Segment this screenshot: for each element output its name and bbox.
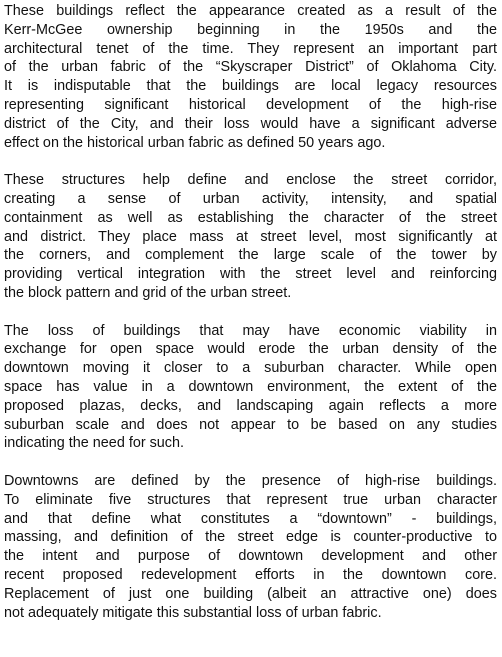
- paragraph-line: architectural tenet of the time. They represent an important part: [4, 40, 497, 57]
- paragraph-line: massing, and definition of the street edge is counter-productive to: [4, 529, 497, 546]
- paragraph-line: and that define what constitutes a “downtown” - buildings,: [4, 510, 497, 527]
- paragraph-line: creating a sense of urban activity, intensity, and spatial: [4, 190, 497, 207]
- paragraph-line: Replacement of just one building (albeit an attractive one) does: [4, 585, 497, 602]
- paragraph-line: The loss of buildings that may have economic viability in: [4, 322, 497, 339]
- paragraph-line: proposed plazas, decks, and landscaping again reflects a more: [4, 397, 497, 414]
- paragraph-line: These buildings reflect the appearance created as a result of the: [4, 3, 497, 19]
- paragraph-line: These structures help define and enclose the street corridor,: [4, 172, 497, 189]
- paragraph-line: district of the City, and their loss would have a significant adverse: [4, 115, 497, 132]
- paragraph-line: exchange for open space would erode the urban density of the: [4, 341, 497, 358]
- paragraph-line: space has value in a downtown environment, the extent of the: [4, 378, 497, 395]
- paragraph-line: Kerr-McGee ownership beginning in the 1950s and the: [4, 21, 497, 38]
- paragraph-line: and district. They place mass at street level, most significantly at: [4, 228, 497, 245]
- paragraph-line: containment as well as establishing the character of the street: [4, 209, 497, 226]
- paragraph-line: effect on the historical urban fabric as defined 50 years ago.: [4, 134, 386, 151]
- paragraph-line: representing significant historical development of the high-rise: [4, 96, 497, 113]
- paragraph-line: the block pattern and grid of the urban street.: [4, 284, 292, 301]
- paragraph-line: not adequately mitigate this substantial loss of urban fabric.: [4, 604, 382, 621]
- paragraph-line: Downtowns are defined by the presence of high-rise buildings.: [4, 472, 497, 489]
- paragraph-3: [4, 322, 497, 454]
- paragraph-line: It is indisputable that the buildings are local legacy resources: [4, 78, 497, 95]
- paragraph-2: [4, 171, 497, 303]
- paragraph-1: [4, 2, 497, 152]
- document-page: [4, 2, 497, 641]
- paragraph-line: providing vertical integration with the street level and reinforcing: [4, 266, 497, 283]
- paragraph-line: suburban scale and does not appear to be based on any studies: [4, 416, 497, 433]
- paragraph-4: [4, 472, 497, 622]
- paragraph-line: recent proposed redevelopment efforts in the downtown core.: [4, 566, 497, 583]
- paragraph-line: the corners, and complement the large scale of the tower by: [4, 247, 497, 264]
- paragraph-line: To eliminate five structures that represent true urban character: [4, 491, 497, 508]
- paragraph-line: the intent and purpose of downtown development and other: [4, 548, 497, 565]
- paragraph-line: of the urban fabric of the “Skyscraper District” of Oklahoma City.: [4, 59, 497, 76]
- paragraph-line: indicating the need for such.: [4, 435, 185, 452]
- paragraph-line: downtown moving it closer to a suburban character. While open: [4, 360, 497, 377]
